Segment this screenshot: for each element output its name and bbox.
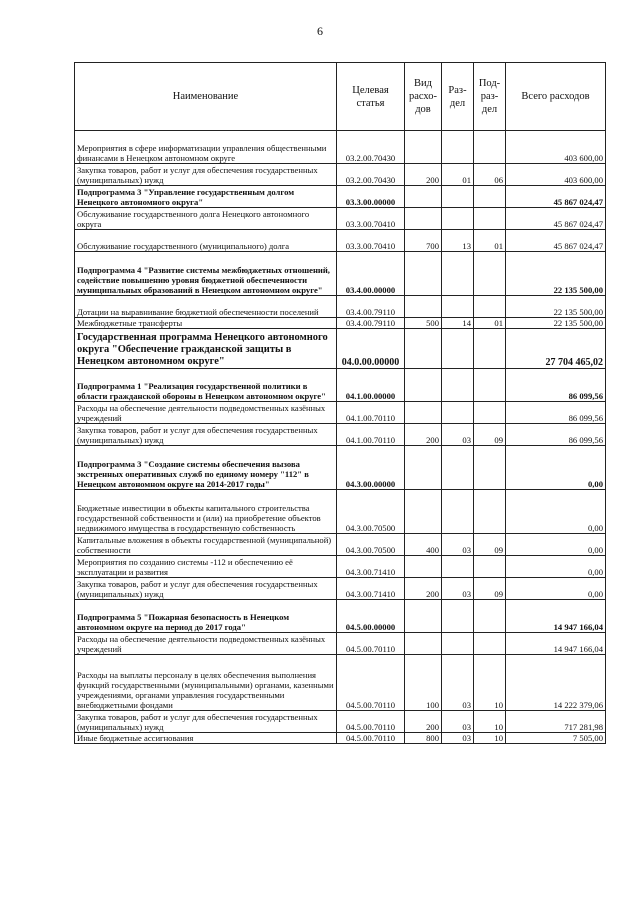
row-total: 45 867 024,47 — [506, 186, 606, 208]
row-type: 200 — [405, 711, 442, 733]
row-code: 04.5.00.70110 — [337, 655, 405, 711]
row-type: 800 — [405, 733, 442, 744]
header-type: Вид расхо-дов — [405, 63, 442, 131]
row-subsection: 10 — [474, 655, 506, 711]
header-name: Наименование — [75, 63, 337, 131]
row-subsection — [474, 252, 506, 296]
table-row — [75, 733, 606, 744]
row-total: 22 135 500,00 — [506, 296, 606, 318]
row-section: 03 — [442, 655, 474, 711]
row-code: 04.3.00.70500 — [337, 534, 405, 556]
row-name: Подпрограмма 4 "Развитие системы межбюджетных отношений, содействие повышению уровня бюджетной обеспеченности муниципальных образований в Ненецком автономном округе" — [75, 252, 337, 296]
row-name: Мероприятия по созданию системы -112 и обеспечению её эксплуатации и развития — [75, 556, 337, 578]
row-section — [442, 402, 474, 424]
row-section — [442, 556, 474, 578]
row-code: 03.4.00.00000 — [337, 252, 405, 296]
row-code: 03.2.00.70430 — [337, 131, 405, 164]
row-total: 14 947 166,04 — [506, 633, 606, 655]
row-code: 04.5.00.70110 — [337, 733, 405, 744]
row-section — [442, 633, 474, 655]
row-total: 0,00 — [506, 556, 606, 578]
table-row — [75, 131, 606, 164]
row-name: Обслуживание государственного долга Ненецкого автономного округа — [75, 208, 337, 230]
table-row — [75, 534, 606, 556]
row-type — [405, 446, 442, 490]
table-row — [75, 424, 606, 446]
row-name: Подпрограмма 5 "Пожарная безопасность в Ненецком автономном округе на период до 2017 года" — [75, 600, 337, 633]
row-subsection: 09 — [474, 424, 506, 446]
row-name: Расходы на выплаты персоналу в целях обеспечения выполнения функций государственными (муниципальными) органами, казенными учреждениями, органами управления государственными внебюджетными фондами — [75, 655, 337, 711]
row-name: Закупка товаров, работ и услуг для обеспечения государственных (муниципальных) нужд — [75, 164, 337, 186]
row-name: Подпрограмма 1 "Реализация государственной политики в области гражданской обороны в Ненецком автономном округе" — [75, 369, 337, 402]
row-code: 03.4.00.79110 — [337, 296, 405, 318]
table-row — [75, 633, 606, 655]
row-total: 403 600,00 — [506, 164, 606, 186]
row-code: 03.3.00.00000 — [337, 186, 405, 208]
row-section — [442, 600, 474, 633]
table-row — [75, 446, 606, 490]
row-subsection — [474, 600, 506, 633]
row-code: 04.1.00.00000 — [337, 369, 405, 402]
row-type — [405, 490, 442, 534]
row-subsection: 06 — [474, 164, 506, 186]
table-row — [75, 164, 606, 186]
row-total: 0,00 — [506, 446, 606, 490]
row-subsection — [474, 329, 506, 369]
row-name: Обслуживание государственного (муниципального) долга — [75, 230, 337, 252]
row-name: Государственная программа Ненецкого автономного округа "Обеспечение гражданской защиты в Ненецком автономном округе" — [75, 329, 337, 369]
row-section — [442, 252, 474, 296]
row-subsection — [474, 369, 506, 402]
header-subsection: Под-раз-дел — [474, 63, 506, 131]
row-section — [442, 329, 474, 369]
row-subsection — [474, 186, 506, 208]
row-total: 22 135 500,00 — [506, 318, 606, 329]
row-section: 03 — [442, 733, 474, 744]
row-name: Иные бюджетные ассигнования — [75, 733, 337, 744]
row-name: Закупка товаров, работ и услуг для обеспечения государственных (муниципальных) нужд — [75, 424, 337, 446]
table-row — [75, 402, 606, 424]
row-type — [405, 633, 442, 655]
row-type: 700 — [405, 230, 442, 252]
row-code: 04.1.00.70110 — [337, 402, 405, 424]
row-type — [405, 131, 442, 164]
row-subsection — [474, 296, 506, 318]
row-code: 03.4.00.79110 — [337, 318, 405, 329]
page-number: 6 — [317, 24, 323, 38]
table-row — [75, 556, 606, 578]
row-subsection: 01 — [474, 230, 506, 252]
row-name: Мероприятия в сфере информатизации управления общественными финансами в Ненецком автономном округе — [75, 131, 337, 164]
row-subsection — [474, 446, 506, 490]
row-name: Межбюджетные трансферты — [75, 318, 337, 329]
table-row — [75, 208, 606, 230]
row-name: Капитальные вложения в объекты государственной (муниципальной) собственности — [75, 534, 337, 556]
table-row — [75, 369, 606, 402]
row-name: Бюджетные инвестиции в объекты капитального строительства государственной собственности и (или) на приобретение объектов недвижимого имущества в государственную собственность — [75, 490, 337, 534]
row-section — [442, 186, 474, 208]
row-subsection — [474, 556, 506, 578]
row-section — [442, 490, 474, 534]
table-row — [75, 318, 606, 329]
row-type — [405, 186, 442, 208]
row-type: 100 — [405, 655, 442, 711]
table-row — [75, 329, 606, 369]
row-type: 500 — [405, 318, 442, 329]
table-row — [75, 230, 606, 252]
row-total: 717 281,98 — [506, 711, 606, 733]
row-total: 86 099,56 — [506, 402, 606, 424]
row-type — [405, 296, 442, 318]
row-subsection — [474, 131, 506, 164]
row-type — [405, 329, 442, 369]
row-code: 04.5.00.70110 — [337, 633, 405, 655]
row-type — [405, 556, 442, 578]
row-section — [442, 131, 474, 164]
row-section: 14 — [442, 318, 474, 329]
table-row — [75, 711, 606, 733]
row-code: 03.3.00.70410 — [337, 208, 405, 230]
row-subsection: 10 — [474, 711, 506, 733]
table-row — [75, 186, 606, 208]
row-total: 0,00 — [506, 490, 606, 534]
row-code: 04.3.00.70500 — [337, 490, 405, 534]
row-type — [405, 402, 442, 424]
row-section — [442, 369, 474, 402]
header-section: Раз-дел — [442, 63, 474, 131]
row-subsection: 09 — [474, 534, 506, 556]
row-code: 04.3.00.71410 — [337, 556, 405, 578]
row-type — [405, 369, 442, 402]
row-type: 200 — [405, 578, 442, 600]
row-name: Расходы на обеспечение деятельности подведомственных казённых учреждений — [75, 633, 337, 655]
row-total: 27 704 465,02 — [506, 329, 606, 369]
header-total: Всего расходов — [506, 63, 606, 131]
row-type: 200 — [405, 424, 442, 446]
budget-table — [74, 62, 606, 744]
row-subsection: 10 — [474, 733, 506, 744]
row-total: 86 099,56 — [506, 424, 606, 446]
row-code: 04.1.00.70110 — [337, 424, 405, 446]
row-subsection — [474, 490, 506, 534]
row-section: 03 — [442, 578, 474, 600]
row-name: Дотации на выравнивание бюджетной обеспеченности поселений — [75, 296, 337, 318]
row-subsection: 01 — [474, 318, 506, 329]
row-name: Закупка товаров, работ и услуг для обеспечения государственных (муниципальных) нужд — [75, 578, 337, 600]
row-type — [405, 252, 442, 296]
row-type — [405, 208, 442, 230]
row-code: 03.2.00.70430 — [337, 164, 405, 186]
row-section — [442, 446, 474, 490]
table-row — [75, 655, 606, 711]
row-type: 200 — [405, 164, 442, 186]
row-name: Подпрограмма 3 "Создание системы обеспечения вызова экстренных оперативных служб по единому номеру "112" в Ненецком автономном округе на 2014-2017 годы" — [75, 446, 337, 490]
row-name: Расходы на обеспечение деятельности подведомственных казённых учреждений — [75, 402, 337, 424]
row-total: 14 222 379,06 — [506, 655, 606, 711]
row-subsection — [474, 208, 506, 230]
row-section — [442, 208, 474, 230]
row-total: 403 600,00 — [506, 131, 606, 164]
row-code: 04.3.00.00000 — [337, 446, 405, 490]
row-total: 14 947 166,04 — [506, 600, 606, 633]
row-subsection — [474, 402, 506, 424]
row-code: 04.5.00.70110 — [337, 711, 405, 733]
row-total: 45 867 024,47 — [506, 230, 606, 252]
row-code: 04.3.00.71410 — [337, 578, 405, 600]
row-total: 22 135 500,00 — [506, 252, 606, 296]
row-subsection — [474, 633, 506, 655]
row-code: 04.5.00.00000 — [337, 600, 405, 633]
row-type — [405, 600, 442, 633]
row-section: 03 — [442, 711, 474, 733]
row-section — [442, 296, 474, 318]
row-code: 03.3.00.70410 — [337, 230, 405, 252]
table-row — [75, 578, 606, 600]
row-total: 0,00 — [506, 578, 606, 600]
row-code: 04.0.00.00000 — [337, 329, 405, 369]
row-subsection: 09 — [474, 578, 506, 600]
row-total: 7 505,00 — [506, 733, 606, 744]
row-name: Подпрограмма 3 "Управление государственным долгом Ненецкого автономного округа" — [75, 186, 337, 208]
row-total: 0,00 — [506, 534, 606, 556]
row-section: 03 — [442, 534, 474, 556]
row-name: Закупка товаров, работ и услуг для обеспечения государственных (муниципальных) нужд — [75, 711, 337, 733]
table-row — [75, 296, 606, 318]
table-row — [75, 252, 606, 296]
header-target: Целевая статья — [337, 63, 405, 131]
row-section: 03 — [442, 424, 474, 446]
row-type: 400 — [405, 534, 442, 556]
row-section: 01 — [442, 164, 474, 186]
row-section: 13 — [442, 230, 474, 252]
table-row — [75, 600, 606, 633]
row-total: 86 099,56 — [506, 369, 606, 402]
row-total: 45 867 024,47 — [506, 208, 606, 230]
table-row — [75, 490, 606, 534]
